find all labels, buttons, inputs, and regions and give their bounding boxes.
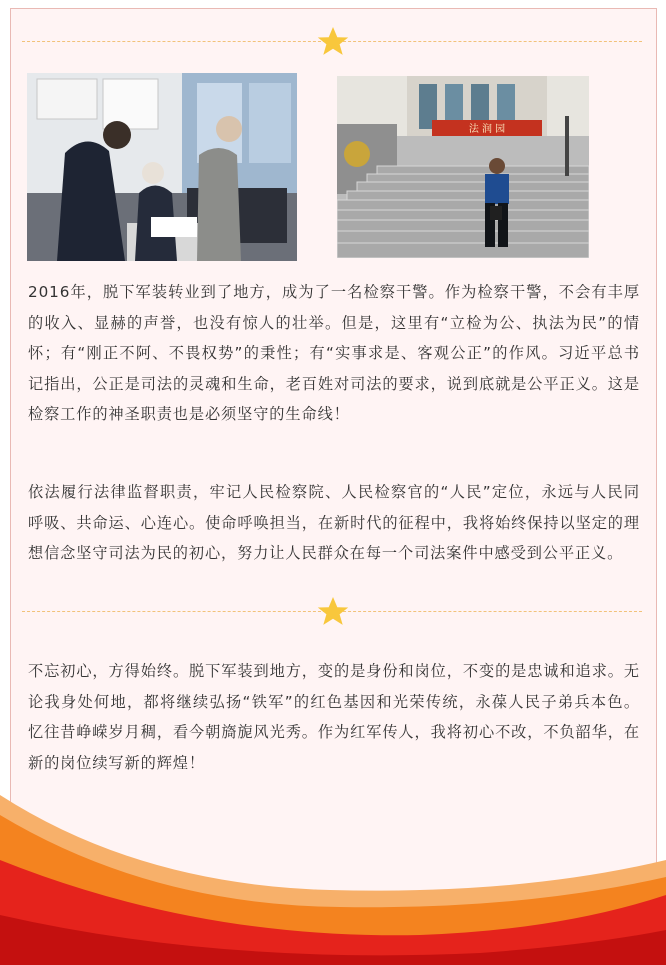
paragraph-2: 依法履行法律监督职责，牢记人民检察院、人民检察官的“人民”定位，永远与人民同呼吸、共命运、心连心。使命呼唤担当，在新时代的征程中，我将始终保持以坚定的理想信念坚守司法为民的初心，努力让人民群众在每一个司法案件中感受到公平正义。 [28, 483, 640, 563]
paragraph-3: 不忘初心，方得始终。脱下军装到地方，变的是身份和岗位，不变的是忠诚和追求。无论我身处何地，都将继续弘扬“铁军”的红色基因和光荣传统，永葆人民子弟兵本色。忆往昔峥嵘岁月稠，看今朝旖旎风光秀。作为红军传人，我将初心不改，不负韶华，在新的岗位续写新的辉煌！ [28, 662, 640, 772]
office-photo [27, 73, 297, 261]
star-icon [316, 595, 350, 629]
courthouse-photo [337, 76, 589, 258]
paragraph-1: 2016年，脱下军装转业到了地方，成为了一名检察干警。作为检察干警，不会有丰厚的收入、显赫的声誉，也没有惊人的壮举。但是，这里有“立检为公、执法为民”的情怀；有“刚正不阿、不畏权势”的秉性；有“实事求是、客观公正”的作风。习近平总书记指出，公正是司法的灵魂和生命，老百姓对司法的要求，说到底就是公平正义。这是检察工作的神圣职责也是必须坚守的生命线！ [28, 283, 640, 424]
decorative-wave [0, 765, 666, 965]
building-sign: 法 润 园 [468, 124, 506, 135]
star-icon [316, 25, 350, 59]
